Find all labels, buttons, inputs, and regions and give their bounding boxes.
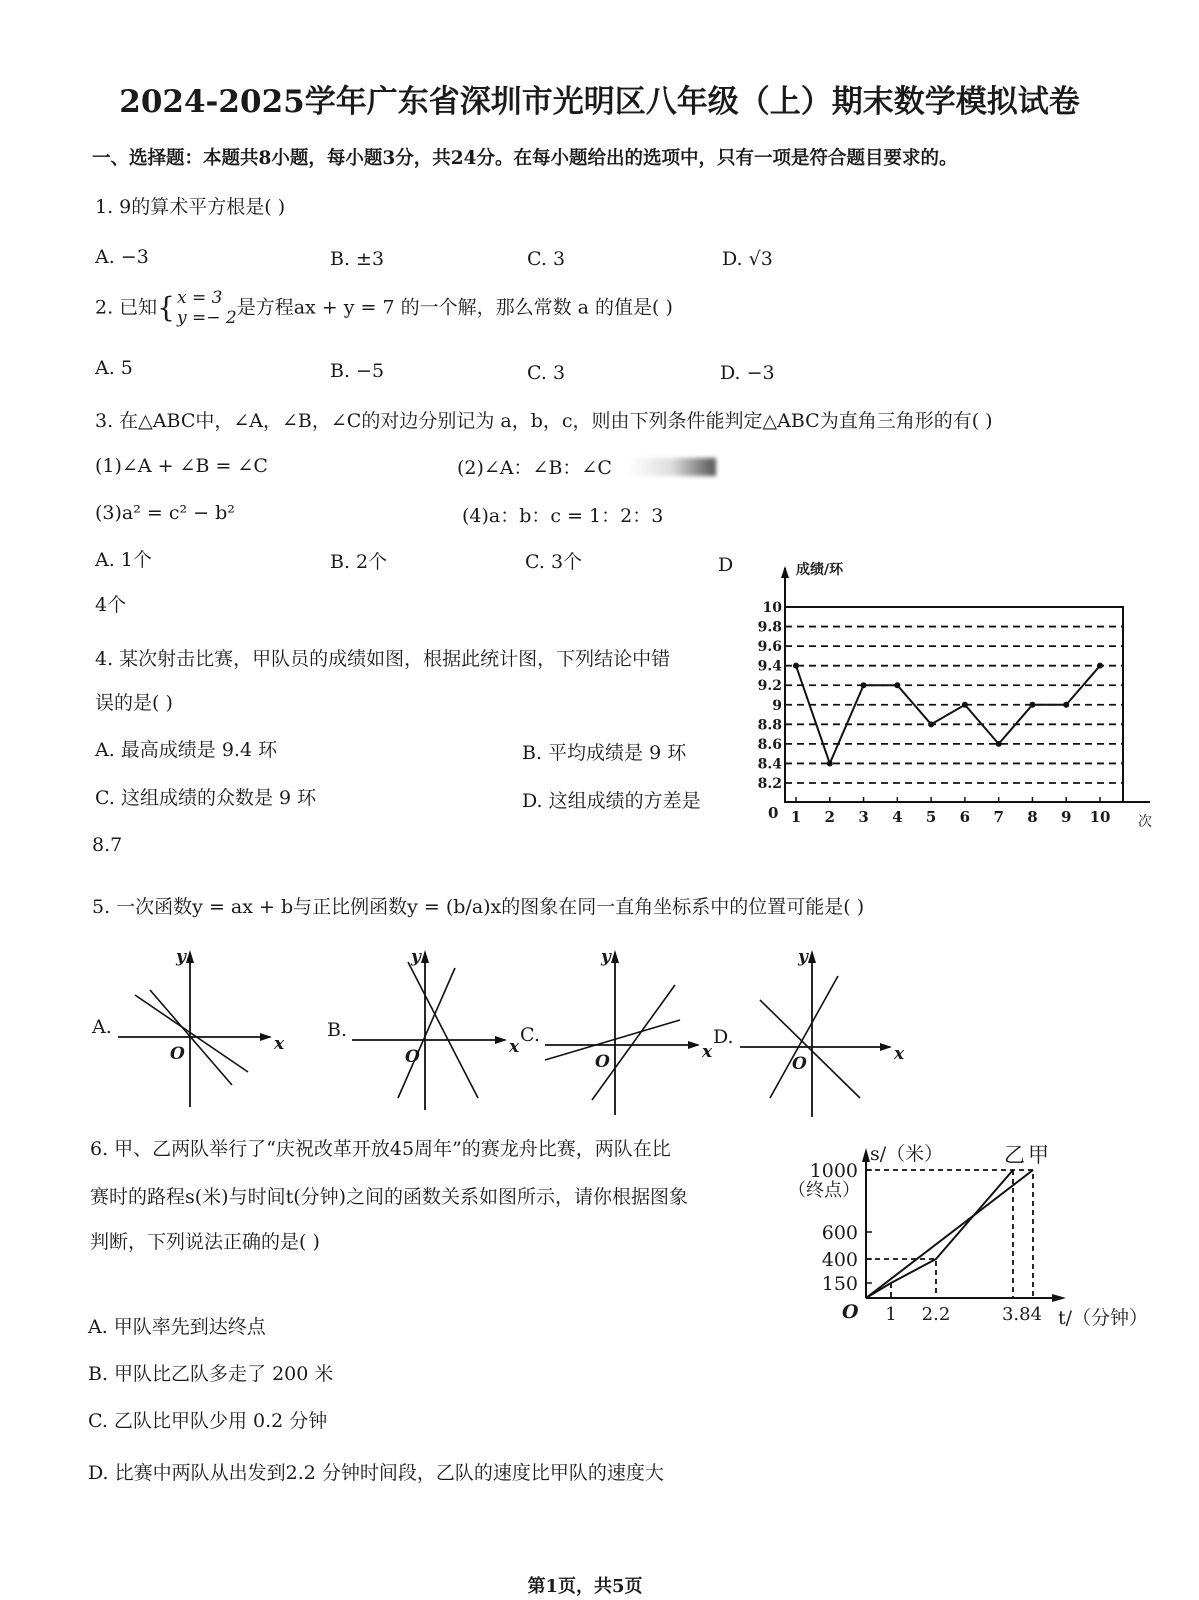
page-title: 2024-2025学年广东省深圳市光明区八年级（上）期末数学模拟试卷 (119, 84, 1080, 120)
q2-prefix: 2. 已知 (95, 296, 158, 319)
x-axis-label: x (274, 1034, 285, 1054)
y-tick-label: 9.6 (757, 639, 782, 656)
section-heading: 一、选择题：本题共8小题，每小题3分，共24分。在每小题给出的选项中，只有一项是符合题目要求的。 (92, 148, 958, 169)
y-axis-label: y (798, 947, 808, 967)
series-label-yi: 乙 (1004, 1143, 1025, 1167)
y-axis-title: 成绩/环 (796, 562, 844, 578)
q6-option-d: D. 比赛中两队从出发到2.2 分钟时间段，乙队的速度比甲队的速度大 (88, 1462, 664, 1484)
q2-option-d: D. −3 (720, 362, 775, 384)
q1-option-d: D. √3 (722, 248, 773, 270)
x-tick-label: 1 (885, 1304, 897, 1325)
x-tick-label: 6 (959, 808, 971, 826)
q2-option-a: A. 5 (95, 357, 133, 379)
y-tick-label: 600 (821, 1222, 858, 1244)
q1-option-b: B. ±3 (330, 248, 385, 270)
y-axis-label: y (176, 947, 186, 967)
graph-option-label: D. (713, 1026, 734, 1048)
q5-stem: 5. 一次函数y = ax + b与正比例函数y = (b/a)x的图象在同一直角坐标系中的位置可能是( ) (92, 896, 865, 918)
q3-cond-3: (3)a² = c² − b² (95, 502, 235, 524)
q3-option-c: C. 3个 (525, 551, 583, 573)
q2-eq2: y =− 2 (177, 308, 237, 328)
q2-eq1: x = 3 (177, 288, 223, 308)
q1-option-a: A. −3 (95, 246, 149, 268)
x-axis-title: t/（分钟） (1058, 1307, 1149, 1329)
x-tick-label: 7 (993, 808, 1004, 826)
graph-option-label: C. (520, 1024, 540, 1046)
y-axis-arrow (862, 1148, 870, 1162)
q4-option-c: C. 这组成绩的众数是 9 环 (95, 787, 317, 809)
y-axis-title: s/（米） (870, 1143, 944, 1165)
x-tick-label: 9 (1061, 808, 1072, 826)
y-axis-label: y (601, 947, 611, 967)
x-axis-title: 次 (1138, 814, 1152, 830)
graph-option-label: B. (327, 1019, 348, 1041)
q3-option-b: B. 2个 (330, 551, 388, 573)
q4-option-b: B. 平均成绩是 9 环 (522, 742, 687, 764)
q4-option-d-tail: 8.7 (92, 834, 123, 856)
x-tick-label: 5 (925, 808, 937, 826)
q3-cond-4: (4)a：b：c = 1：2：3 (462, 505, 664, 527)
q3-stem: 3. 在△ABC中，∠A，∠B，∠C的对边分别记为 a，b，c，则由下列条件能判定△ABC为直角三角形的有( ) (95, 410, 993, 432)
y-tick-label: 8.8 (757, 717, 782, 734)
series-line-甲 (866, 1170, 1033, 1298)
q3-option-a: A. 1个 (95, 549, 152, 571)
x-axis-label: x (702, 1042, 713, 1062)
series-line-乙 (866, 1170, 1013, 1298)
series-label-jia: 甲 (1028, 1143, 1049, 1167)
origin-label: O (842, 1301, 859, 1323)
q1-stem: 1. 9的算术平方根是( ) (95, 196, 286, 218)
y-tick-label: 9.8 (757, 619, 782, 636)
q4-option-d: D. 这组成绩的方差是 (522, 790, 701, 812)
y-tick-label: 9.2 (757, 678, 782, 695)
y-tick-label: 150 (821, 1273, 858, 1295)
origin-label: O (405, 1047, 420, 1067)
x-tick-label: 4 (892, 808, 903, 826)
x-axis-arrow (1052, 1294, 1066, 1302)
x-tick-label: 10 (1089, 808, 1111, 826)
x-tick-label: 3 (858, 808, 869, 826)
q2-stem: 2. 已知{ x = 3 y =− 2是方程ax + y = 7 的一个解，那么常数 a 的值是( ) (95, 288, 673, 328)
end-label: （终点） (788, 1180, 860, 1201)
x-axis-label: x (509, 1037, 520, 1057)
x-tick-label: 2 (824, 808, 835, 826)
origin-label: O (595, 1052, 610, 1072)
q4-stem-line2: 误的是( ) (95, 692, 173, 714)
origin-label: O (792, 1054, 807, 1074)
y-tick-label: 8.4 (757, 756, 782, 773)
q3-option-d: D (718, 554, 734, 576)
q6-stem-line3: 判断，下列说法正确的是( ) (90, 1231, 320, 1253)
q4-stem-line1: 4. 某次射击比赛，甲队员的成绩如图，根据此统计图，下列结论中错 (95, 648, 671, 670)
origin-label: 0 (768, 804, 779, 822)
y-tick-label: 8.2 (757, 776, 782, 792)
x-axis-label: x (894, 1044, 905, 1064)
y-axis-label: y (411, 947, 421, 967)
q6-option-c: C. 乙队比甲队少用 0.2 分钟 (88, 1410, 328, 1432)
q6-stem-line1: 6. 甲、乙两队举行了“庆祝改革开放45周年”的赛龙舟比赛，两队在比 (90, 1138, 671, 1160)
y-tick-label: 400 (821, 1249, 858, 1271)
q2-suffix: 是方程ax + y = 7 的一个解，那么常数 a 的值是( ) (236, 296, 673, 319)
x-tick-label: 1 (790, 808, 802, 826)
x-tick-label: 3.84 (1001, 1304, 1043, 1325)
y-tick-label: 9 (772, 697, 782, 714)
q2-option-c: C. 3 (527, 362, 566, 384)
q6-option-a: A. 甲队率先到达终点 (88, 1316, 266, 1338)
y-tick-label: 8.6 (757, 736, 782, 753)
y-tick-label: 10 (762, 600, 782, 616)
q3-option-d-tail: 4个 (95, 594, 127, 616)
x-tick-label: 2.2 (921, 1304, 951, 1325)
x-tick-label: 8 (1027, 808, 1038, 826)
q3-cond-1: (1)∠A + ∠B = ∠C (95, 455, 268, 477)
q1-option-c: C. 3 (527, 248, 566, 270)
q4-option-a: A. 最高成绩是 9.4 环 (95, 739, 278, 761)
q6-option-b: B. 甲队比乙队多走了 200 米 (88, 1363, 334, 1385)
y-tick-label: 9.4 (757, 658, 782, 675)
q2-option-b: B. −5 (330, 360, 385, 382)
q3-cond-2: (2)∠A：∠B：∠C (457, 457, 612, 479)
origin-label: O (170, 1044, 185, 1064)
graph-option-label: A. (92, 1016, 112, 1038)
page-footer: 第1页，共5页 (527, 1576, 643, 1597)
q6-stem-line2: 赛时的路程s(米)与时间t(分钟)之间的函数关系如图所示，请你根据图象 (90, 1186, 689, 1208)
y-tick-label: 1000 (809, 1160, 858, 1182)
